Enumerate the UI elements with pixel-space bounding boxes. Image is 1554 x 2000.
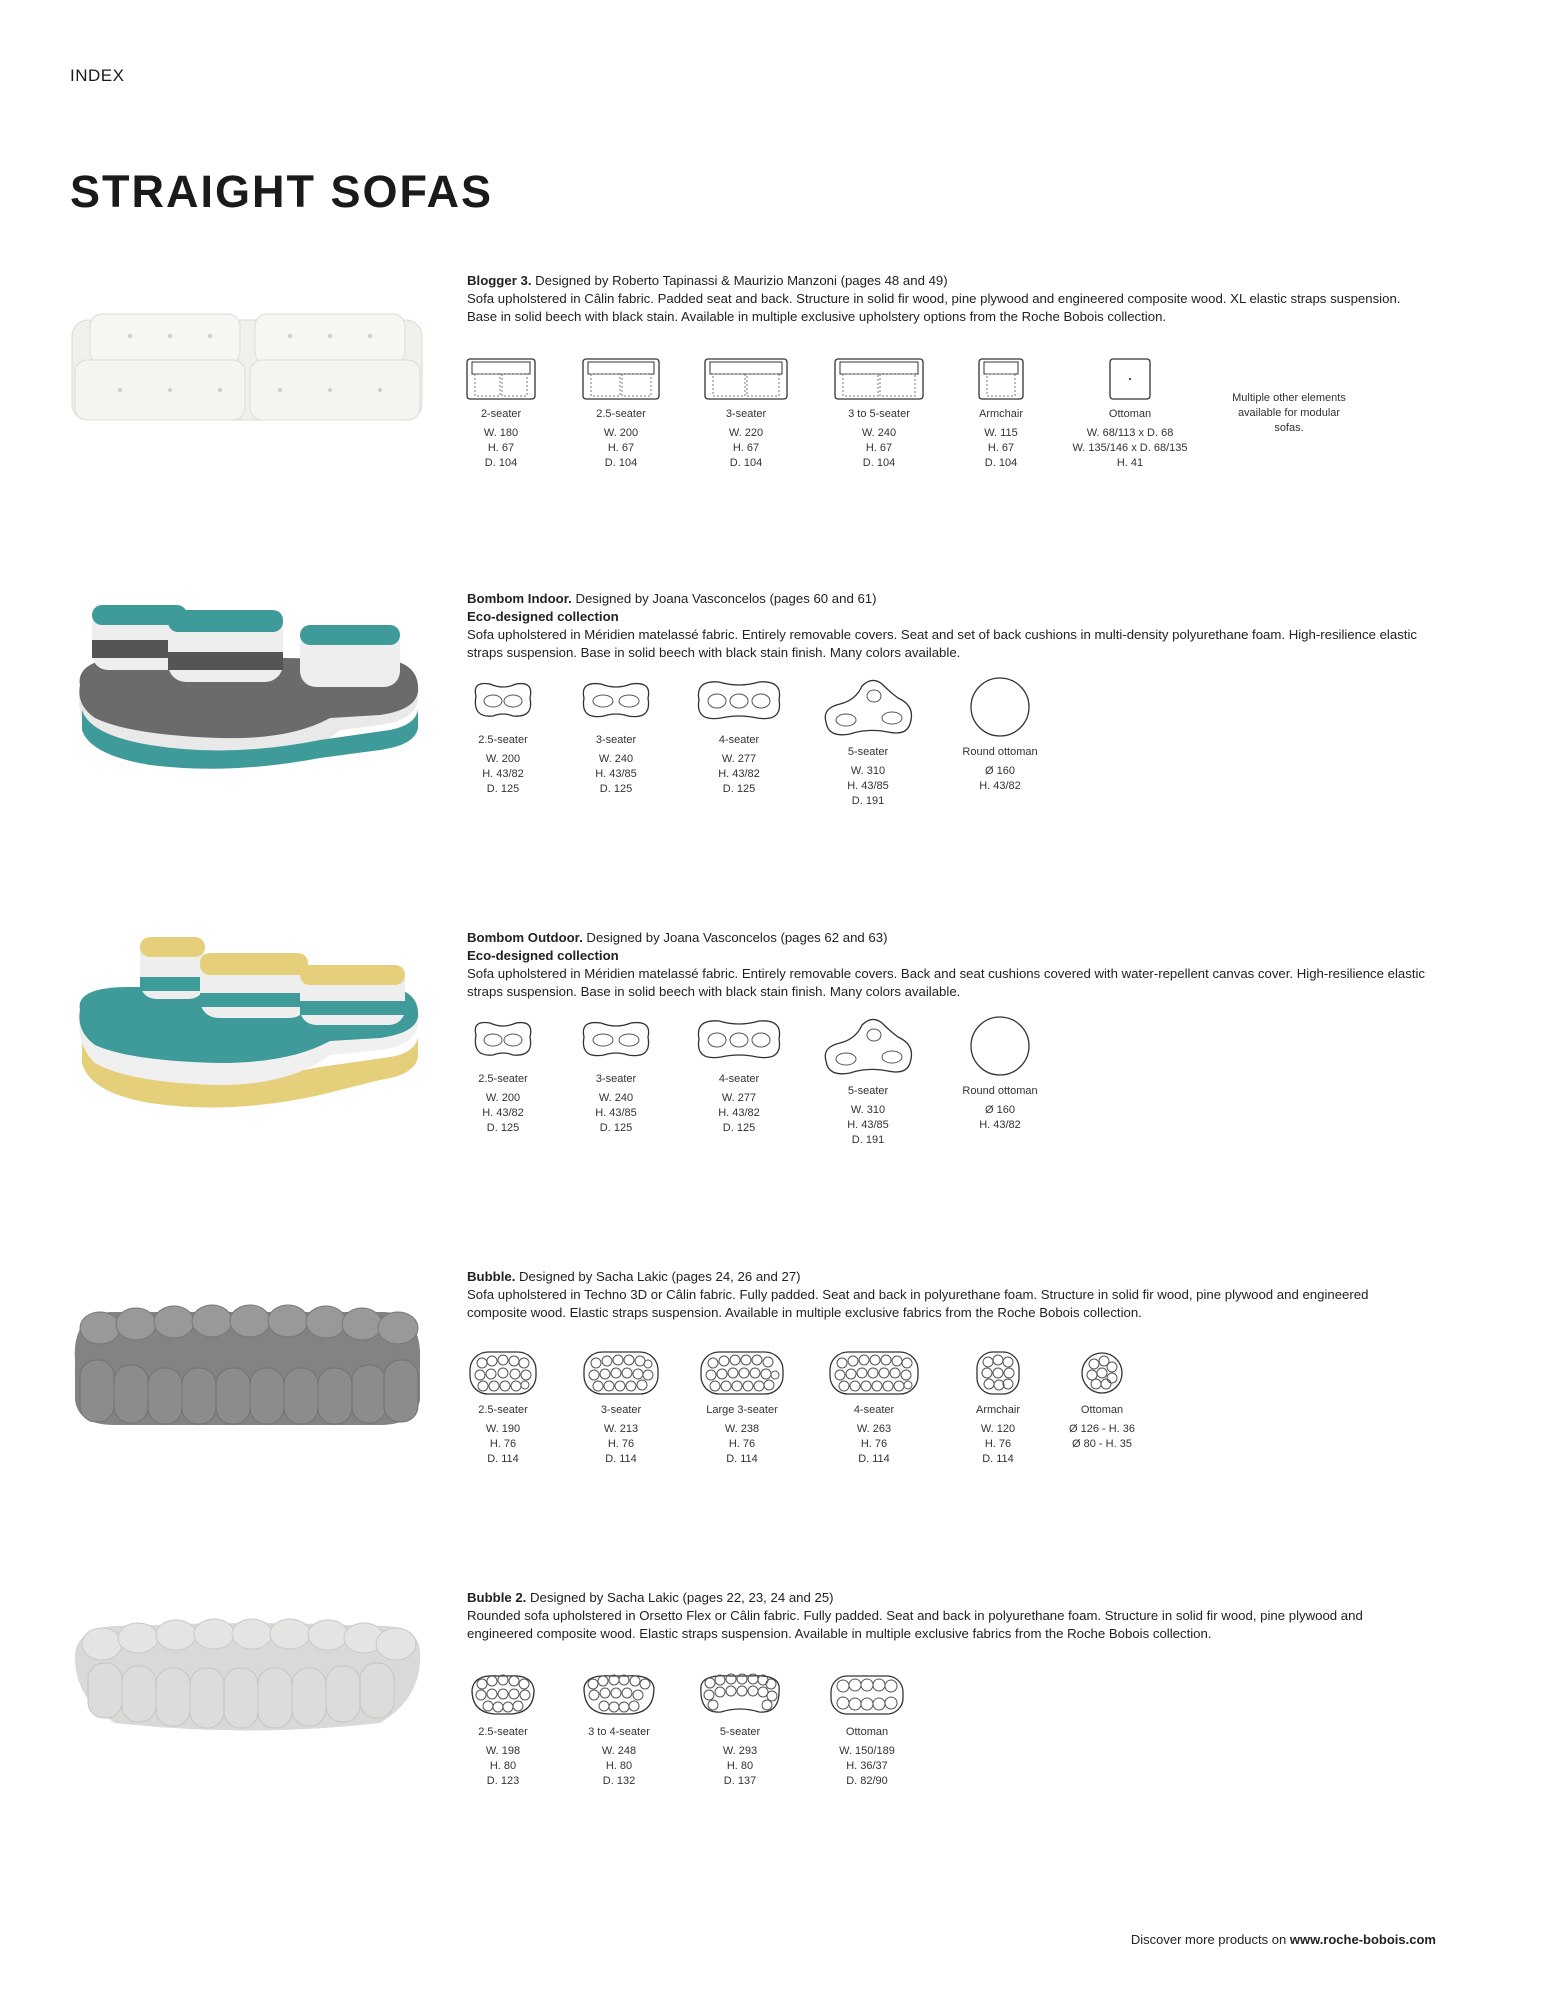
- variant-label: Ottoman: [1080, 1404, 1124, 1416]
- variant-dims: Ø 160 H. 43/82: [979, 765, 1021, 792]
- variant-dims: W. 190 H. 76 D. 114: [485, 1423, 521, 1465]
- variant-label: 2.5-seater: [478, 1073, 528, 1085]
- modular-note: Multiple other elements available for modular sofas.: [1232, 392, 1346, 434]
- variant-item: [1060, 358, 1200, 471]
- variant-item: [680, 1672, 800, 1789]
- variant-dims: W. 248 H. 80 D. 132: [601, 1745, 637, 1787]
- product-description: [467, 590, 1427, 662]
- round-ottoman-diagram-icon: [969, 1015, 1031, 1077]
- sofa-diagram-icon: [834, 358, 924, 400]
- variant-dims: W. 115 H. 67 D. 104: [984, 427, 1018, 469]
- variant-label: 2.5-seater: [596, 408, 646, 420]
- variant-list: [467, 1015, 1467, 1155]
- sofa-diagram-icon: [693, 676, 785, 726]
- variant-label: 3 to 5-seater: [848, 408, 910, 420]
- bubble-sofa-diagram-icon: [582, 1350, 660, 1396]
- variant-dims: W. 180 H. 67 D. 104: [483, 427, 519, 469]
- product-name: Bombom Outdoor.: [467, 930, 583, 945]
- variant-dims: W. 240 H. 43/85 D. 125: [595, 753, 637, 795]
- variant-dims: W. 213 H. 76 D. 114: [603, 1423, 639, 1465]
- sofa-diagram-icon: [576, 676, 656, 726]
- variant-item: [561, 358, 681, 471]
- footer-text: Discover more products on: [1130, 1932, 1287, 1947]
- variant-label: 3 to 4-seater: [588, 1726, 650, 1738]
- product-photo-bubble: [70, 1265, 425, 1465]
- variant-label: Ottoman: [845, 1726, 889, 1738]
- sofa-diagram-icon: [820, 676, 916, 738]
- variant-dims: W. 200 H. 43/82 D. 125: [482, 753, 524, 795]
- variant-item: [679, 1015, 799, 1136]
- variant-label: Round ottoman: [962, 746, 1038, 758]
- variant-item: [941, 358, 1061, 471]
- sofa-diagram-icon: [582, 358, 660, 400]
- bubble-sofa-diagram-icon: [580, 1672, 658, 1718]
- sofa-diagram-icon: [468, 676, 538, 726]
- variant-label: Armchair: [978, 408, 1023, 420]
- variant-item: [940, 1015, 1060, 1133]
- variant-label: 2.5-seater: [478, 1404, 528, 1416]
- eco-badge: Eco-designed collection: [467, 609, 619, 624]
- variant-dims: Ø 126 - H. 36 Ø 80 - H. 35: [1068, 1423, 1136, 1450]
- variant-label: 4-seater: [853, 1404, 895, 1416]
- variant-list: [467, 1350, 1467, 1490]
- variant-dims: W. 310 H. 43/85 D. 191: [847, 765, 889, 807]
- product-details: Rounded sofa upholstered in Orsetto Flex or Câlin fabric. Fully padded. Seat and back in polyurethane foam. Structure in solid fir wood, pine plywood and engineered composite wood. Elastic straps suspension. Available in multiple exclusive fabrics from the Roche Bobois collection.: [467, 1608, 1363, 1641]
- bubble-sofa-diagram-icon: [828, 1350, 920, 1396]
- bubble-sofa-diagram-icon: [468, 1350, 538, 1396]
- product-description: [467, 1589, 1427, 1643]
- index-label: INDEX: [70, 66, 125, 85]
- variant-label: Armchair: [975, 1404, 1020, 1416]
- bubble-ottoman-diagram-icon: [1079, 1350, 1125, 1396]
- variant-label: 5-seater: [719, 1726, 761, 1738]
- variant-label: 3-seater: [725, 408, 767, 420]
- variant-item: [682, 1350, 802, 1467]
- variant-dims: W. 150/189 H. 36/37 D. 82/90: [839, 1745, 895, 1787]
- product-description: [467, 1268, 1427, 1322]
- variant-item: [679, 676, 799, 797]
- variant-dims: W. 200 H. 43/82 D. 125: [482, 1092, 524, 1134]
- variant-item: [808, 676, 928, 809]
- sofa-diagram-icon: [693, 1015, 785, 1065]
- ottoman-diagram-icon: [1109, 358, 1151, 400]
- product-description: [467, 272, 1427, 326]
- variant-label: Round ottoman: [962, 1085, 1038, 1097]
- variant-dims: W. 277 H. 43/82 D. 125: [718, 753, 760, 795]
- variant-item: [443, 1015, 563, 1136]
- variant-dims: W. 238 H. 76 D. 114: [724, 1423, 760, 1465]
- product-name: Bombom Indoor.: [467, 591, 572, 606]
- variant-item: [808, 1015, 928, 1148]
- variant-item: [441, 358, 561, 471]
- variant-item: [686, 358, 806, 471]
- bubble-sofa-diagram-icon: [468, 1672, 538, 1718]
- variant-dims: W. 220 H. 67 D. 104: [728, 427, 764, 469]
- sofa-diagram-icon: [466, 358, 536, 400]
- product-description: [467, 929, 1427, 1001]
- variant-item: [940, 676, 1060, 794]
- variant-label: Ottoman: [1108, 408, 1152, 420]
- product-photo-bubble-2: [70, 1578, 425, 1778]
- page-title: STRAIGHT SOFAS: [70, 166, 494, 217]
- product-name: Bubble.: [467, 1269, 516, 1284]
- bubble-sofa-diagram-icon: [697, 1672, 783, 1718]
- variant-label: 3-seater: [595, 734, 637, 746]
- product-photo-bombom-outdoor: [70, 925, 425, 1125]
- variant-label: 2.5-seater: [478, 734, 528, 746]
- bubble-ottoman-diagram-icon: [829, 1672, 905, 1718]
- product-details: Sofa upholstered in Techno 3D or Câlin fabric. Fully padded. Seat and back in polyurethane foam. Structure in solid fir wood, pine plywood and engineered composite wood. Elastic straps suspension. Available in multiple exclusive fabrics from the Roche Bobois collection.: [467, 1287, 1369, 1320]
- variant-dims: Ø 160 H. 43/82: [979, 1104, 1021, 1131]
- variant-item: [807, 1672, 927, 1789]
- variant-item: [556, 1015, 676, 1136]
- variant-dims: W. 240 H. 67 D. 104: [861, 427, 897, 469]
- eco-badge: Eco-designed collection: [467, 948, 619, 963]
- variant-item: [938, 1350, 1058, 1467]
- footer-link[interactable]: www.roche-bobois.com: [1289, 1932, 1436, 1947]
- variant-dims: W. 293 H. 80 D. 137: [722, 1745, 758, 1787]
- variant-dims: W. 68/113 x D. 68 W. 135/146 x D. 68/135 H. 41: [1072, 427, 1188, 469]
- variant-item: [561, 1350, 681, 1467]
- variant-item: [819, 358, 939, 471]
- armchair-diagram-icon: [978, 358, 1024, 400]
- product-photo-bombom-indoor: [70, 590, 425, 790]
- product-name: Blogger 3.: [467, 273, 532, 288]
- variant-label: 5-seater: [847, 1085, 889, 1097]
- product-photo-blogger-3: [70, 270, 425, 470]
- variant-dims: W. 263 H. 76 D. 114: [856, 1423, 892, 1465]
- variant-item: [443, 1350, 563, 1467]
- variant-dims: W. 240 H. 43/85 D. 125: [595, 1092, 637, 1134]
- variant-item: [1042, 1350, 1162, 1452]
- product-details: Sofa upholstered in Câlin fabric. Padded seat and back. Structure in solid fir wood, pine plywood and engineered composite wood. XL elastic straps suspension. Base in solid beech with black stain. Available in multiple exclusive upholstery options from the Roche Bobois collection.: [467, 291, 1401, 324]
- variant-dims: W. 310 H. 43/85 D. 191: [847, 1104, 889, 1146]
- product-details: Sofa upholstered in Méridien matelassé fabric. Entirely removable covers. Back and seat cushions covered with water-repellent canvas cover. High-resilience elastic straps suspension. Base in solid beech with black stain finish. Many colors available.: [467, 966, 1426, 999]
- variant-label: 3-seater: [595, 1073, 637, 1085]
- variant-label: 2.5-seater: [478, 1726, 528, 1738]
- product-designer: Designed by Sacha Lakic (pages 22, 23, 24 and 25): [530, 1590, 834, 1605]
- sofa-diagram-icon: [820, 1015, 916, 1077]
- variant-dims: W. 120 H. 76 D. 114: [980, 1423, 1016, 1465]
- variant-dims: W. 198 H. 80 D. 123: [485, 1745, 521, 1787]
- footer: [1131, 1932, 1436, 1947]
- product-designer: Designed by Sacha Lakic (pages 24, 26 and 27): [519, 1269, 801, 1284]
- variant-label: Large 3-seater: [706, 1404, 778, 1416]
- product-designer: Designed by Joana Vasconcelos (pages 60 and 61): [575, 591, 877, 606]
- variant-item: [443, 1672, 563, 1789]
- variant-item: [556, 676, 676, 797]
- variant-item: [814, 1350, 934, 1467]
- bubble-armchair-diagram-icon: [975, 1350, 1021, 1396]
- variant-list: [467, 676, 1467, 816]
- sofa-diagram-icon: [704, 358, 788, 400]
- sofa-diagram-icon: [468, 1015, 538, 1065]
- variant-label: 4-seater: [718, 734, 760, 746]
- variant-label: 3-seater: [600, 1404, 642, 1416]
- variant-label: 4-seater: [718, 1073, 760, 1085]
- variant-list: [467, 1672, 1467, 1812]
- bubble-sofa-diagram-icon: [699, 1350, 785, 1396]
- round-ottoman-diagram-icon: [969, 676, 1031, 738]
- product-designer: Designed by Joana Vasconcelos (pages 62 and 63): [586, 930, 888, 945]
- variant-item: [559, 1672, 679, 1789]
- product-details: Sofa upholstered in Méridien matelassé fabric. Entirely removable covers. Seat and set of back cushions in multi-density polyurethane foam. High-resilience elastic straps suspension. Base in solid beech with black stain finish. Many colors available.: [467, 627, 1417, 660]
- product-designer: Designed by Roberto Tapinassi & Maurizio Manzoni (pages 48 and 49): [535, 273, 948, 288]
- variant-dims: W. 277 H. 43/82 D. 125: [718, 1092, 760, 1134]
- variant-item: [443, 676, 563, 797]
- variant-label: 2-seater: [480, 408, 522, 420]
- product-name: Bubble 2.: [467, 1590, 527, 1605]
- sofa-diagram-icon: [576, 1015, 656, 1065]
- variant-label: 5-seater: [847, 746, 889, 758]
- variant-dims: W. 200 H. 67 D. 104: [603, 427, 639, 469]
